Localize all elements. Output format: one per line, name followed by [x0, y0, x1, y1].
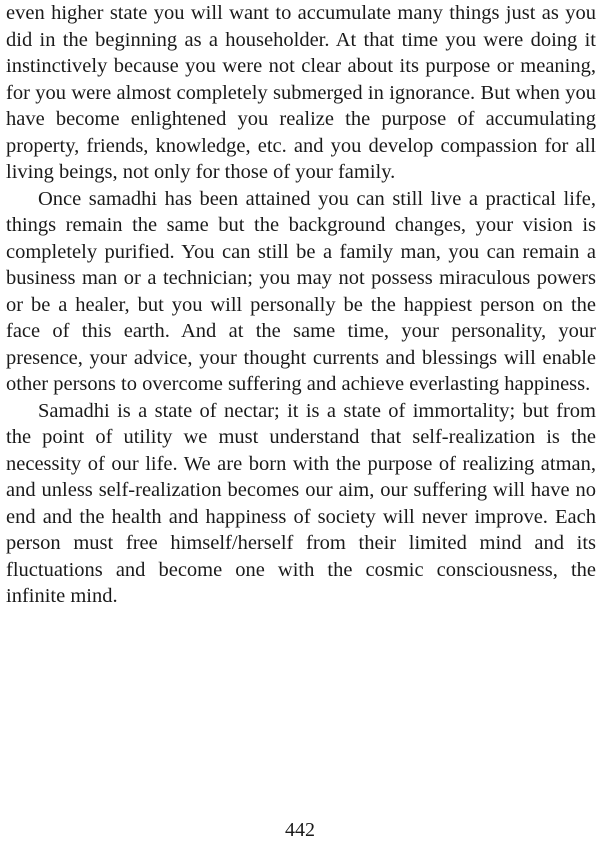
paragraph-continuation: even higher state you will want to accumulate many things just as you did in the beginning as a householder. At that time you were doing it instinctively because you were not clear about its purpose or meaning, for you were almost completely submerged in ignorance. But when you have become enlightened you realize the purpose of accumulating property, friends, knowledge, etc. and you develop compassion for all living beings, not only for those of your family. — [6, 2, 596, 183]
paragraph-samadhi-attained: Once samadhi has been attained you can still live a practical life, things remain the same but the background changes, your vision is completely purified. You can still be a family man, you can remain a business man or a technician; you may not possess miraculous powers or be a healer, but you will personally be the happiest person on the face of this earth. And at the same time, your personality, your presence, your advice, your thought currents and blessings will enable other persons to overcome suffering and achieve everlasting happiness. — [6, 187, 596, 395]
body-text — [6, 0, 596, 610]
page-number: 442 — [285, 819, 315, 841]
paragraph-samadhi-nectar: Samadhi is a state of nectar; it is a state of immortality; but from the point of utility we must understand that self-realization is the necessity of our life. We are born with the purpose of realizing atman, and unless self-realization becomes our aim, our suffering will have no end and the health and happiness of society will never improve. Each person must free himself/herself from their limited mind and its fluctuations and become one with the cosmic consciousness, the infinite mind. — [6, 399, 596, 607]
